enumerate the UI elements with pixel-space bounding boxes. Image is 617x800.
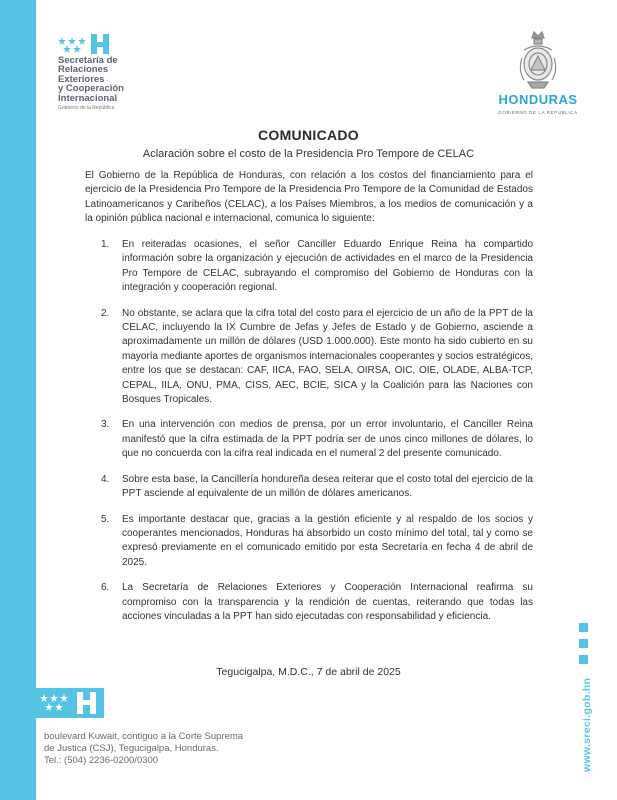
left-accent-bar <box>0 0 36 800</box>
list-item <box>96 513 533 571</box>
website-link[interactable]: www.sreci.gob.hn <box>581 677 593 772</box>
sre-line: Secretaría de <box>58 55 118 66</box>
square-mark <box>579 655 588 664</box>
sre-subline: Gobierno de la República <box>58 105 115 111</box>
footer-address <box>44 731 304 767</box>
date-line: Tegucigalpa, M.D.C., 7 de abril de 2025 <box>216 666 401 678</box>
honduras-logo <box>488 28 588 118</box>
item-text: La Secretaría de Relaciones Exteriores y Cooperación Internacional reafirma su compromiso con la transparencia y la rendición de cuentas, reiterando que todas las acciones vinculadas a la PPT han sido ejecutadas con responsabilidad y eficiencia. <box>122 582 533 622</box>
square-mark <box>579 639 588 648</box>
sre-line: Exteriores <box>58 73 105 85</box>
square-mark <box>579 623 588 632</box>
sre-line: y Cooperación <box>58 83 124 95</box>
item-text: Es importante destacar que, gracias a la gestión eficiente y al respaldo de los socios y cooperantes mencionados, Honduras ha absorbido un costo mínimo del total, tal y como se expresó previamente en el comunicado emitido por esta Secretaría en fecha 4 de abril de 2025. <box>122 513 533 568</box>
list-item <box>96 307 533 408</box>
item-number: 2. <box>101 307 110 319</box>
item-number: 1. <box>101 239 110 250</box>
footer-stars-h-icon <box>36 688 104 718</box>
item-text: No obstante, se aclara que la cifra total del costo para el ejercicio de un año de la PPT de la CELAC, incluyendo la IX Cumbre de Jefas y Jefes de Estado y de Gobierno, asciende a aproximadamente un millón de dólares (USD 1.000.000). Este monto ha sido cubierto en su mayoría mediante aportes de organismos internacionales cooperantes y socios estratégicos, entre los que se destacan: CAF, IICA, FAO, SELA, OIRSA, OIC, OIE, OLADE, ALBA-TCP, CEPAL, IILA, ONU, PMA, CISS, AEC, BCIE, SICA y la Coalición para las Naciones con Bosques Tropicales. <box>122 307 533 406</box>
coat-of-arms-icon <box>514 28 562 90</box>
item-number: 3. <box>101 419 110 431</box>
decorative-squares <box>579 623 591 671</box>
intro-paragraph: El Gobierno de la República de Honduras, con relación a los costos del financiamiento para el ejercicio de la Presidencia Pro Tempore de la Presidencia Pro Tempore de la Comunidad de Estados Latinoamericanos y Caribeños (CELAC), a los Países Miembros, a los medios de comunicación y a la opinión pública nacional e internacional, comunica lo siguiente: <box>85 170 533 225</box>
address-line: Tel.: (504) 2236-0200/0300 <box>44 755 159 766</box>
list-item <box>96 418 533 461</box>
item-number: 4. <box>101 473 110 485</box>
sre-logo <box>58 30 168 112</box>
item-number: 5. <box>101 513 110 525</box>
list-item <box>96 473 533 502</box>
item-text: En reiteradas ocasiones, el señor Canciller Eduardo Enrique Reina ha compartido información sobre la organización y ejecución de actividades en el marco de la Presidencia Pro Tempore de CELAC, subrayando el compromiso del Gobierno de Honduras con la integración y cooperación regional. <box>122 239 533 294</box>
sre-line: Relaciones <box>58 64 109 76</box>
sre-name <box>58 56 168 103</box>
footer-logo <box>36 688 104 718</box>
honduras-wordmark: HONDURAS <box>498 92 578 107</box>
honduras-tagline: GOBIERNO DE LA REPÚBLICA <box>498 110 578 115</box>
address-line: boulevard Kuwait, contiguo a la Corte Suprema <box>44 731 244 742</box>
item-text: Sobre esta base, la Cancillería hondureña desea reiterar que el costo total del ejercicio de la PPT asciende al equivalente de un millón de dólares americanos. <box>122 473 533 500</box>
sre-stars-h-mark <box>58 32 118 56</box>
page-subtitle: Aclaración sobre el costo de la Presidencia Pro Tempore de CELAC <box>142 148 475 160</box>
list-item <box>96 581 533 624</box>
address-line: de Justica (CSJ), Tegucigalpa, Honduras. <box>44 743 219 754</box>
sre-line: Internacional <box>58 92 118 104</box>
page-title: COMUNICADO <box>258 127 359 143</box>
item-text: En una intervención con medios de prensa, por un error involuntario, el Canciller Reina manifestó que la cifra estimada de la PPT podría ser de unos cinco millones de dólares, lo que no concuerda con la cifra real indicada en el numeral 2 del presente comunicado. <box>122 419 533 460</box>
item-number: 6. <box>101 582 110 594</box>
statement-list <box>96 238 533 635</box>
list-item <box>96 238 533 296</box>
